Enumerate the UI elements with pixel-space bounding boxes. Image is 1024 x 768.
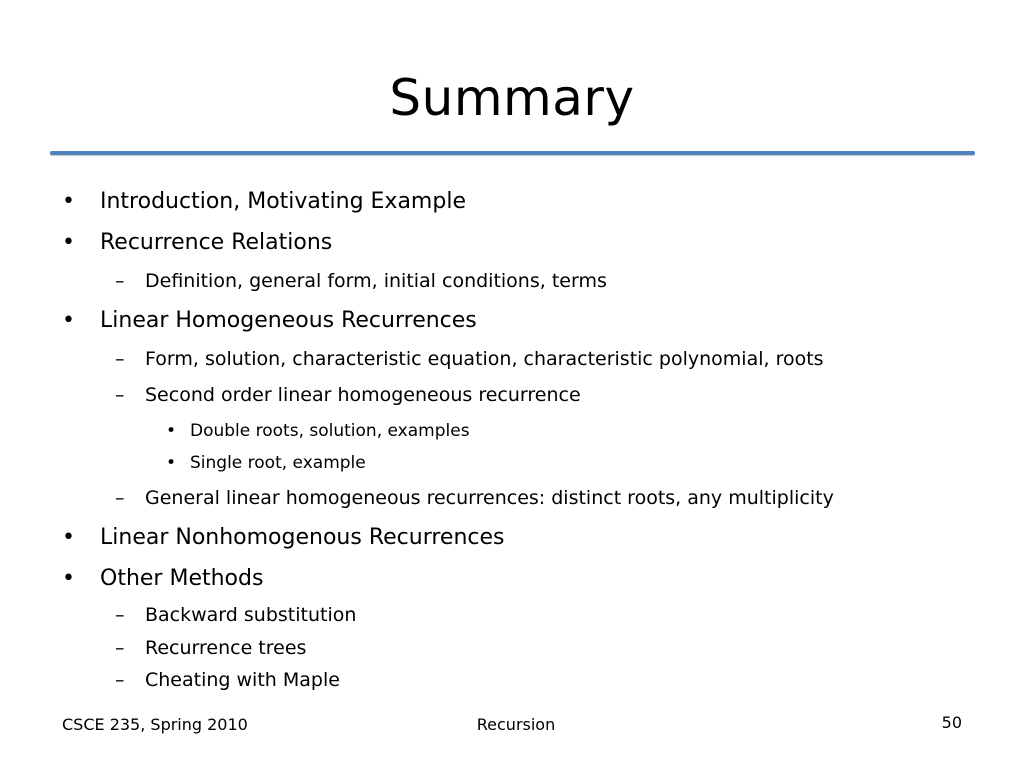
bullet-icon: • <box>62 566 75 591</box>
footer-course: CSCE 235, Spring 2010 <box>62 715 248 734</box>
list-item-text: Double roots, solution, examples <box>190 421 470 441</box>
list-item-text: Other Methods <box>100 566 264 591</box>
dash-icon: – <box>115 637 125 659</box>
list-item-text: General linear homogeneous recurrences: distinct roots, any multiplicity <box>145 487 834 509</box>
bullet-icon: • <box>62 230 75 255</box>
list-item-text: Single root, example <box>190 453 366 473</box>
dash-icon: – <box>115 669 125 691</box>
bullet-icon: • <box>166 453 177 473</box>
dash-icon: – <box>115 270 125 292</box>
bullet-icon: • <box>62 308 75 333</box>
footer-topic: Recursion <box>476 715 556 734</box>
slide-title: Summary <box>389 69 635 127</box>
dash-icon: – <box>115 348 125 370</box>
list-item-text: Backward substitution <box>145 604 357 626</box>
list-item-text: Recurrence Relations <box>100 230 333 255</box>
bullet-icon: • <box>62 189 75 214</box>
list-item-text: Cheating with Maple <box>145 669 340 691</box>
list-item-text: Second order linear homogeneous recurrence <box>145 384 581 406</box>
list-item-text: Linear Homogeneous Recurrences <box>100 308 477 333</box>
list-item-text: Recurrence trees <box>145 637 307 659</box>
bullet-icon: • <box>62 525 75 550</box>
dash-icon: – <box>115 487 125 509</box>
title-underline <box>50 151 975 155</box>
list-item-text: Introduction, Motivating Example <box>100 189 466 214</box>
dash-icon: – <box>115 384 125 406</box>
list-item-text: Form, solution, characteristic equation, characteristic polynomial, roots <box>145 348 824 370</box>
bullet-icon: • <box>166 421 177 441</box>
list-item-text: Definition, general form, initial conditions, terms <box>145 270 607 292</box>
dash-icon: – <box>115 604 125 626</box>
page-number: 50 <box>941 713 962 732</box>
list-item-text: Linear Nonhomogenous Recurrences <box>100 525 505 550</box>
